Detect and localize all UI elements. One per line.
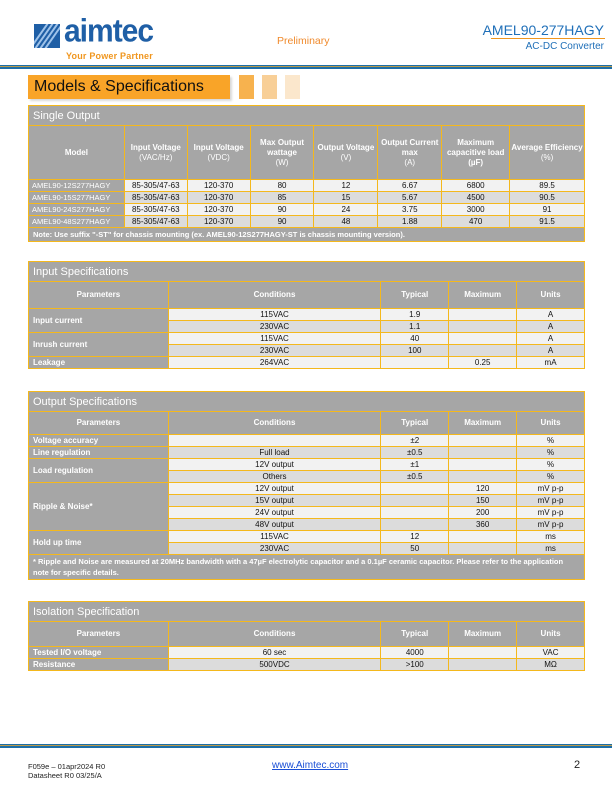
cell	[449, 659, 517, 671]
section-title: Models & Specifications	[28, 75, 230, 99]
cell: ms	[517, 531, 585, 543]
table-caption: Isolation Specification	[29, 602, 585, 622]
table-row	[29, 357, 585, 369]
cell: A	[517, 321, 585, 333]
col-header-parameters: Parameters	[29, 412, 169, 435]
cell	[449, 309, 517, 321]
cell: 15	[314, 192, 378, 204]
cell	[449, 435, 517, 447]
table-row	[29, 180, 585, 192]
cell: 40	[381, 333, 449, 345]
col-header-output-voltage: Output Voltage (V)	[314, 126, 378, 180]
col-header-units: Units	[517, 412, 585, 435]
param-label: Input current	[29, 309, 169, 333]
col-header-maximum: Maximum	[449, 282, 517, 309]
table-row	[29, 447, 585, 459]
table-row	[29, 647, 585, 659]
table-row	[29, 531, 585, 543]
cell	[449, 647, 517, 659]
cell: mV p-p	[517, 507, 585, 519]
cell: 3.75	[378, 204, 442, 216]
decor-square	[285, 75, 300, 99]
single-output-table	[28, 105, 585, 242]
cell	[449, 531, 517, 543]
isolation-specs-table	[28, 601, 585, 671]
website-link[interactable]: www.Aimtec.com	[272, 760, 349, 771]
cell: 24	[314, 204, 378, 216]
cell: 264VAC	[168, 357, 381, 369]
cell	[449, 321, 517, 333]
param-label: Hold up time	[29, 531, 169, 555]
col-header-units: Units	[517, 282, 585, 309]
col-header-model: Model	[29, 126, 125, 180]
cell: Full load	[168, 447, 381, 459]
cell: 115VAC	[168, 333, 381, 345]
col-header-conditions: Conditions	[168, 412, 381, 435]
cell	[168, 435, 381, 447]
cell: 6800	[442, 180, 510, 192]
col-header-efficiency: Average Efficiency (%)	[510, 126, 585, 180]
col-header-typical: Typical	[381, 622, 449, 647]
cell: 85-305/47-63	[124, 204, 187, 216]
cell: ±0.5	[381, 447, 449, 459]
cell	[449, 459, 517, 471]
table-note: * Ripple and Noise are measured at 20MHz bandwidth with a 47µF electrolytic capacitor and a 0.1µF ceramic capacitor. Please refer to the application note for specific details.	[29, 555, 585, 580]
col-header-input-vac: Input Voltage (VAC/Hz)	[124, 126, 187, 180]
logo-mark-icon	[34, 24, 60, 48]
cell: 3000	[442, 204, 510, 216]
table-row	[29, 659, 585, 671]
param-label: Leakage	[29, 357, 169, 369]
cell: 200	[449, 507, 517, 519]
cell: 48V output	[168, 519, 381, 531]
cell: A	[517, 333, 585, 345]
param-label: Inrush current	[29, 333, 169, 357]
cell: 120-370	[187, 216, 250, 228]
cell: %	[517, 447, 585, 459]
table-row	[29, 309, 585, 321]
product-type: AC-DC Converter	[525, 41, 604, 52]
cell: 60 sec	[168, 647, 381, 659]
cell: ±2	[381, 435, 449, 447]
cell: 90	[250, 204, 314, 216]
param-label: Voltage accuracy	[29, 435, 169, 447]
decor-square	[262, 75, 277, 99]
model-cell: AMEL90-24S277HAGY	[29, 204, 125, 216]
cell: 230VAC	[168, 321, 381, 333]
cell: 360	[449, 519, 517, 531]
cell: 4500	[442, 192, 510, 204]
cell: 150	[449, 495, 517, 507]
cell: mA	[517, 357, 585, 369]
cell: 12	[381, 531, 449, 543]
page-number: 2	[574, 759, 581, 771]
param-label: Load regulation	[29, 459, 169, 483]
cell: 91.5	[510, 216, 585, 228]
cell: mV p-p	[517, 483, 585, 495]
col-header-max-wattage: Max Output wattage (W)	[250, 126, 314, 180]
cell: mV p-p	[517, 495, 585, 507]
cell: %	[517, 471, 585, 483]
cell: 12V output	[168, 459, 381, 471]
col-header-maximum: Maximum	[449, 622, 517, 647]
col-header-conditions: Conditions	[168, 622, 381, 647]
table-row	[29, 333, 585, 345]
form-code: F059e – 01apr2024 R0	[28, 762, 106, 771]
table-row	[29, 204, 585, 216]
cell: 115VAC	[168, 309, 381, 321]
model-cell: AMEL90-15S277HAGY	[29, 192, 125, 204]
output-specs-table	[28, 391, 585, 580]
cell	[381, 507, 449, 519]
cell: 1.9	[381, 309, 449, 321]
cell: 90.5	[510, 192, 585, 204]
cell: mV p-p	[517, 519, 585, 531]
col-header-input-vdc: Input Voltage (VDC)	[187, 126, 250, 180]
cell: 85	[250, 192, 314, 204]
cell: 500VDC	[168, 659, 381, 671]
table-caption: Output Specifications	[29, 392, 585, 412]
cell: ms	[517, 543, 585, 555]
table-row	[29, 216, 585, 228]
param-label: Line regulation	[29, 447, 169, 459]
cell: ±0.5	[381, 471, 449, 483]
param-label: Resistance	[29, 659, 169, 671]
aimtec-logo	[34, 13, 164, 65]
cell: %	[517, 459, 585, 471]
cell: 4000	[381, 647, 449, 659]
cell	[381, 483, 449, 495]
table-row	[29, 192, 585, 204]
cell: 24V output	[168, 507, 381, 519]
cell: 230VAC	[168, 345, 381, 357]
col-header-conditions: Conditions	[168, 282, 381, 309]
cell	[449, 333, 517, 345]
decor-square	[239, 75, 254, 99]
table-caption: Single Output	[29, 106, 585, 126]
col-header-typical: Typical	[381, 282, 449, 309]
table-row	[29, 435, 585, 447]
param-label: Ripple & Noise*	[29, 483, 169, 531]
cell: 230VAC	[168, 543, 381, 555]
cell: 6.67	[378, 180, 442, 192]
cell: 12	[314, 180, 378, 192]
table-caption: Input Specifications	[29, 262, 585, 282]
model-cell: AMEL90-12S277HAGY	[29, 180, 125, 192]
cell: 85-305/47-63	[124, 192, 187, 204]
cell: MΩ	[517, 659, 585, 671]
cell: VAC	[517, 647, 585, 659]
document-status: Preliminary	[277, 35, 330, 47]
cell: 115VAC	[168, 531, 381, 543]
cell: 0.25	[449, 357, 517, 369]
cell: 120	[449, 483, 517, 495]
cell	[449, 543, 517, 555]
cell: %	[517, 435, 585, 447]
table-note: Note: Use suffix "-ST" for chassis mounting (ex. AMEL90-12S277HAGY-ST is chassis mounting version).	[29, 228, 585, 242]
cell: 1.1	[381, 321, 449, 333]
col-header-typical: Typical	[381, 412, 449, 435]
cell: 48	[314, 216, 378, 228]
cell	[381, 519, 449, 531]
table-row	[29, 459, 585, 471]
cell: 89.5	[510, 180, 585, 192]
col-header-capacitive-load: Maximum capacitive load (µF)	[442, 126, 510, 180]
cell: 12V output	[168, 483, 381, 495]
cell: 85-305/47-63	[124, 180, 187, 192]
cell: 50	[381, 543, 449, 555]
cell: 100	[381, 345, 449, 357]
brand-tagline: Your Power Partner	[66, 51, 153, 61]
footer-divider	[0, 744, 612, 748]
cell: 80	[250, 180, 314, 192]
cell: >100	[381, 659, 449, 671]
col-header-output-current: Output Current max (A)	[378, 126, 442, 180]
cell	[381, 357, 449, 369]
cell: 120-370	[187, 192, 250, 204]
header-divider	[0, 65, 612, 69]
cell: A	[517, 309, 585, 321]
cell: ±1	[381, 459, 449, 471]
cell: 5.67	[378, 192, 442, 204]
cell: 90	[250, 216, 314, 228]
cell: 120-370	[187, 204, 250, 216]
cell: 1.88	[378, 216, 442, 228]
footer-doc-info	[28, 762, 105, 780]
cell	[449, 447, 517, 459]
cell: 120-370	[187, 180, 250, 192]
col-header-parameters: Parameters	[29, 282, 169, 309]
brand-name: aimtec	[64, 13, 154, 50]
input-specs-table	[28, 261, 585, 369]
cell: 15V output	[168, 495, 381, 507]
cell: Others	[168, 471, 381, 483]
col-header-units: Units	[517, 622, 585, 647]
cell: 470	[442, 216, 510, 228]
col-header-parameters: Parameters	[29, 622, 169, 647]
cell: 85-305/47-63	[124, 216, 187, 228]
datasheet-revision: Datasheet R0 03/25/A	[28, 771, 102, 780]
model-cell: AMEL90-48S277HAGY	[29, 216, 125, 228]
cell: A	[517, 345, 585, 357]
param-label: Tested I/O voltage	[29, 647, 169, 659]
cell	[449, 345, 517, 357]
col-header-maximum: Maximum	[449, 412, 517, 435]
product-title: AMEL90-277HAGY	[482, 22, 604, 38]
title-underline	[491, 38, 605, 39]
cell: 91	[510, 204, 585, 216]
cell	[381, 495, 449, 507]
cell	[449, 471, 517, 483]
table-row	[29, 483, 585, 495]
